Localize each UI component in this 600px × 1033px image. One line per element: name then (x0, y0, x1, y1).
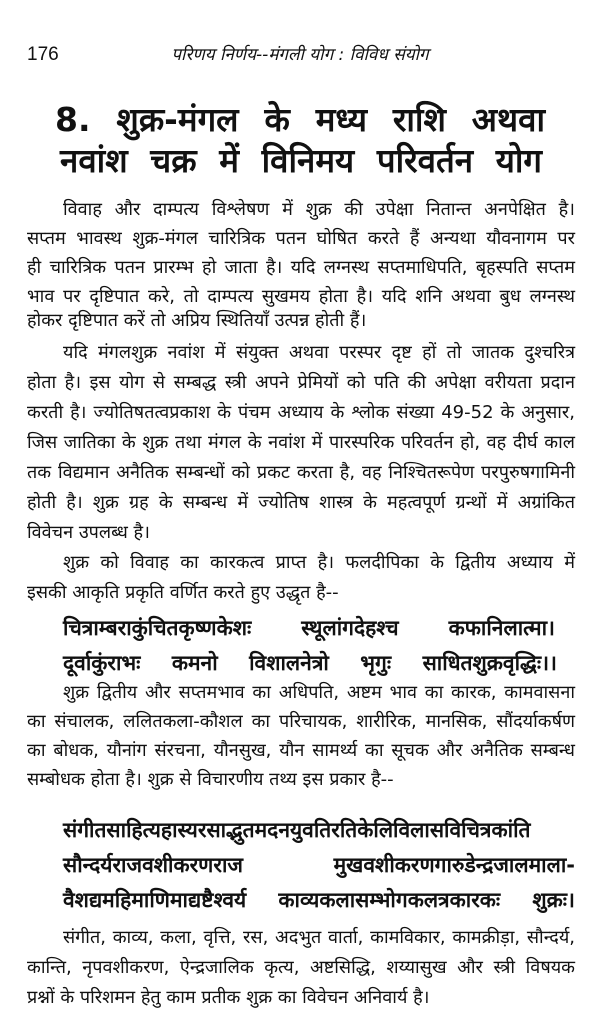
verse-line: चित्राम्बराकुंचितकृष्णकेशः स्थूलांगदेहश्च कफानिलात्मा। (63, 616, 555, 640)
text-line: होता है। इस योग से सम्बद्ध स्त्री अपने प्रेमियों को पति की अपेक्षा वरीयता प्रदान (27, 372, 575, 393)
text-line: होकर दृष्टिपात करें तो अप्रिय स्थितियाँ उत्पन्न होती हैं। (27, 310, 367, 331)
text-line: जिस जातिका के शुक्र तथा मंगल के नवांश में पारस्परिक परिवर्तन हो, वह दीर्घ काल (27, 432, 575, 453)
text-line: संगीत, काव्य, कला, वृत्ति, रस, अदभुत वार्ता, कामविकार, कामक्रीड़ा, सौन्दर्य, (63, 927, 575, 948)
chapter-title-line: 8. शुक्र-मंगल के मध्य राशि अथवा (55, 100, 545, 139)
text-line: शुक्र को विवाह का कारकत्व प्राप्त है। फलदीपिका के द्वितीय अध्याय में (63, 552, 575, 573)
verse-line: वैशद्यमहिमाणिमाद्यष्टैश्वर्य काव्यकलासम्भोगकलत्रकारकः शुक्रः। (63, 888, 575, 912)
text-line: विवेचन उपलब्ध है। (27, 522, 150, 543)
text-line: सप्तम भावस्थ शुक्र-मंगल चारित्रिक पतन घोषित करते हैं अन्यथा यौवनागम पर (27, 228, 575, 249)
chapter-title-line: नवांश चक्र में विनिमय परिवर्तन योग (60, 141, 542, 180)
text-line: तक विद्यमान अनैतिक सम्बन्धों को प्रकट करता है, वह निश्चितरूपेण परपुरुषगामिनी (27, 462, 575, 483)
text-line: इसकी आकृति प्रकृति वर्णित करते हुए उद्धृत है-- (27, 582, 339, 603)
text-line: करती है। ज्योतिषतत्वप्रकाश के पंचम अध्याय के श्लोक संख्या 49-52 के अनुसार, (27, 402, 575, 423)
text-line: कान्ति, नृपवशीकरण, ऐन्द्रजालिक कृत्य, अष्टसिद्धि, शय्यासुख और स्त्री विषयक (27, 957, 575, 978)
text-line: विवाह और दाम्पत्य विश्लेषण में शुक्र की उपेक्षा नितान्त अनपेक्षित है। (63, 199, 575, 220)
running-header: परिणय निर्णय--मंगली योग : विविध संयोग (171, 45, 429, 65)
text-line: का संचालक, ललितकला-कौशल का परिचायक, शारीरिक, मानसिक, सौंदर्याकर्षण (27, 711, 575, 732)
verse-line: सौन्दर्यराजवशीकरणराज मुखवशीकरणगारुडेन्द्रजालमाला- (63, 853, 575, 877)
text-line: यदि मंगलशुक्र नवांश में संयुक्त अथवा परस्पर दृष्ट हों तो जातक दुश्चरित्र (63, 342, 575, 363)
text-line: होती है। शुक्र ग्रह के सम्बन्ध में ज्योतिष शास्त्र के महत्वपूर्ण ग्रन्थों में अग्रांकित (27, 492, 575, 513)
page-number: 176 (27, 44, 59, 65)
verse-line: दूर्वाकुंराभः कमनो विशालनेत्रो भृगुः साधितशुक्रवृद्धिः।। (63, 651, 557, 675)
text-line: सम्बोधक होता है। शुक्र से विचारणीय तथ्य इस प्रकार है-- (27, 769, 394, 790)
verse-line: संगीतसाहित्यहास्यरसाद्भुतमदनयुवतिरतिकेलिविलासविचित्रकांति (63, 818, 531, 842)
text-line: ही चारित्रिक पतन प्रारम्भ हो जाता है। यदि लग्नस्थ सप्तमाधिपति, बृहस्पति सप्तम (27, 257, 575, 278)
text-line: प्रश्नों के परिशमन हेतु काम प्रतीक शुक्र का विवेचन अनिवार्य है। (27, 987, 430, 1008)
text-line: का बोधक, यौनांग संरचना, यौनसुख, यौन सामर्थ्य का सूचक और अनैतिक सम्बन्ध (27, 740, 575, 761)
text-line: शुक्र द्वितीय और सप्तमभाव का अधिपति, अष्टम भाव का कारक, कामवासना (63, 682, 575, 703)
text-line: भाव पर दृष्टिपात करे, तो दाम्पत्य सुखमय होता है। यदि शनि अथवा बुध लग्नस्थ (27, 286, 575, 307)
